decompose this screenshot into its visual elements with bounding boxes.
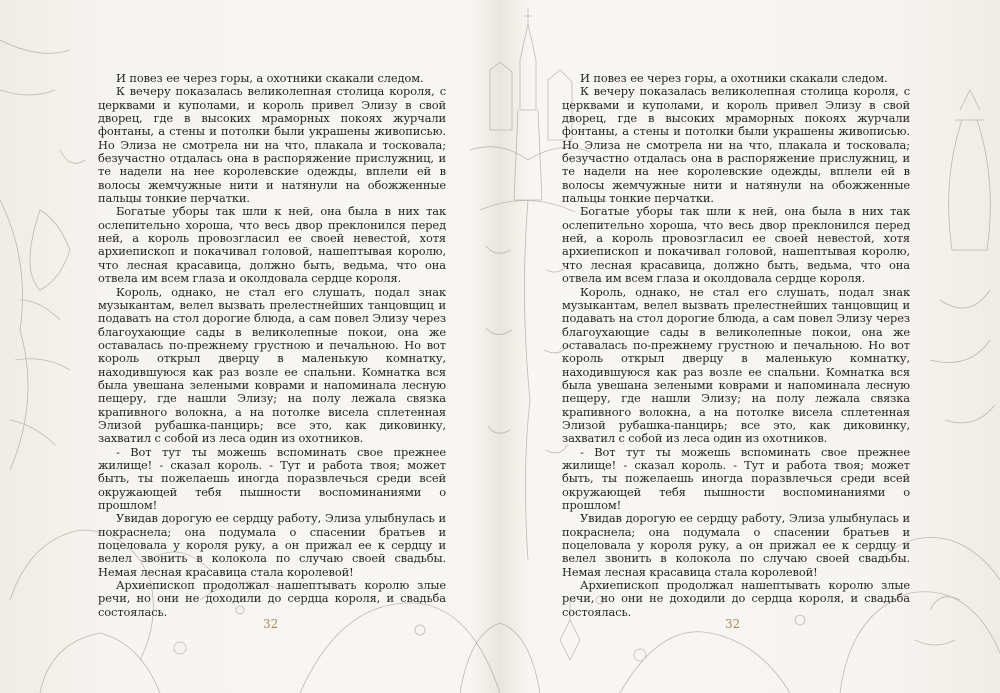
paragraph: К вечеру показалась великолепная столица короля, с церквами и куполами, и король привел Элизу в свой дворец, где в высоких мраморных покоях журчали фонтаны, а стены и потолки были украшены живописью. Но Элиза не смотрела ни на что, плакала и тосковала; безучастно отдалась она в распоряжение прислужниц, и те надели на нее королевские одежды, вплели ей в волосы жемчужные нити и натянули на обожженные пальцы тонкие перчатки. — [562, 84, 910, 206]
paragraph: Увидав дорогую ее сердцу работу, Элиза улыбнулась и покраснела; она подумала о спасении братьев и поцеловала у короля руку, а он прижал ее к сердцу и велел звонить в колокола по случаю своей свадьбы. Немая лесная красавица стала королевой! — [98, 511, 446, 579]
paragraph: Архиепископ продолжал нашептывать королю злые речи, но они не доходили до сердца короля, и свадьба состоялась. — [98, 578, 446, 619]
paragraph: Король, однако, не стал его слушать, подал знак музыкантам, велел вызвать прелестнейших танцовщиц и подавать на стол дорогие блюда, а сам повел Элизу через благоухающие сады в великолепные покои, она же оставалась по-прежнему грустною и печальною. Но вот король открыл дверцу в маленькую комнатку, находившуюся как раз возле ее спальни. Комнатка вся была увешана зелеными коврами и напоминала лесную пещеру, где нашли Элизу; на полу лежала связка крапивного волокна, а на потолке висела сплетенная Элизой рубашка-панцирь; все это, как диковинку, захватил с собой из леса один из охотников. — [98, 284, 446, 446]
paragraph: - Вот тут ты можешь вспоминать свое прежнее жилище! - сказал король. - Тут и работа твоя; может быть, ты пожелаешь иногда поразвлечься среди всей окружающей тебя пышности воспоминаниями о прошлом! — [98, 444, 446, 512]
paragraph: Король, однако, не стал его слушать, подал знак музыкантам, велел вызвать прелестнейших танцовщиц и подавать на стол дорогие блюда, а сам повел Элизу через благоухающие сады в великолепные покои, она же оставалась по-прежнему грустною и печальною. Но вот король открыл дверцу в маленькую комнатку, находившуюся как раз возле ее спальни. Комнатка вся была увешана зелеными коврами и напоминала лесную пещеру, где нашли Элизу; на полу лежала связка крапивного волокна, а на потолке висела сплетенная Элизой рубашка-панцирь; все это, как диковинку, захватил с собой из леса один из охотников. — [562, 284, 910, 446]
paragraph: Архиепископ продолжал нашептывать королю злые речи, но они не доходили до сердца короля, и свадьба состоялась. — [562, 578, 910, 619]
paragraph: Увидав дорогую ее сердцу работу, Элиза улыбнулась и покраснела; она подумала о спасении братьев и поцеловала у короля руку, а он прижал ее к сердцу и велел звонить в колокола по случаю своей свадьбы. Немая лесная красавица стала королевой! — [562, 511, 910, 579]
paragraph: И повез ее через горы, а охотники скакали следом. — [116, 71, 424, 85]
right-page-text — [562, 72, 910, 619]
church-spire-icon — [514, 8, 542, 200]
paragraph: И повез ее через горы, а охотники скакали следом. — [580, 71, 888, 85]
paragraph: К вечеру показалась великолепная столица короля, с церквами и куполами, и король привел Элизу в свой дворец, где в высоких мраморных покоях журчали фонтаны, а стены и потолки были украшены живописью. Но Элиза не смотрела ни на что, плакала и тосковала; безучастно отдалась она в распоряжение прислужниц, и те надели на нее королевские одежды, вплели ей в волосы жемчужные нити и натянули на обожженные пальцы тонкие перчатки. — [98, 84, 446, 206]
left-page-text — [98, 72, 446, 619]
right-page-number: 32 — [725, 617, 741, 631]
paragraph: Богатые уборы так шли к ней, она была в них так ослепительно хороша, что весь двор преклонился перед ней, а король провозгласил ее своей невестой, хотя архиепископ и покачивал головой, нашептывая королю, что лесная красавица, должно быть, ведьма, что она отвела им всем глаза и околдовала сердце короля. — [562, 204, 910, 286]
left-page-number: 32 — [263, 617, 279, 631]
paragraph: - Вот тут ты можешь вспоминать свое прежнее жилище! - сказал король. - Тут и работа твоя; может быть, ты пожелаешь иногда поразвлечься среди всей окружающей тебя пышности воспоминаниями о прошлом! — [562, 444, 910, 512]
paragraph: Богатые уборы так шли к ней, она была в них так ослепительно хороша, что весь двор преклонился перед ней, а король провозгласил ее своей невестой, хотя архиепископ и покачивал головой, нашептывая королю, что лесная красавица, должно быть, ведьма, что она отвела им всем глаза и околдовала сердце короля. — [98, 204, 446, 286]
